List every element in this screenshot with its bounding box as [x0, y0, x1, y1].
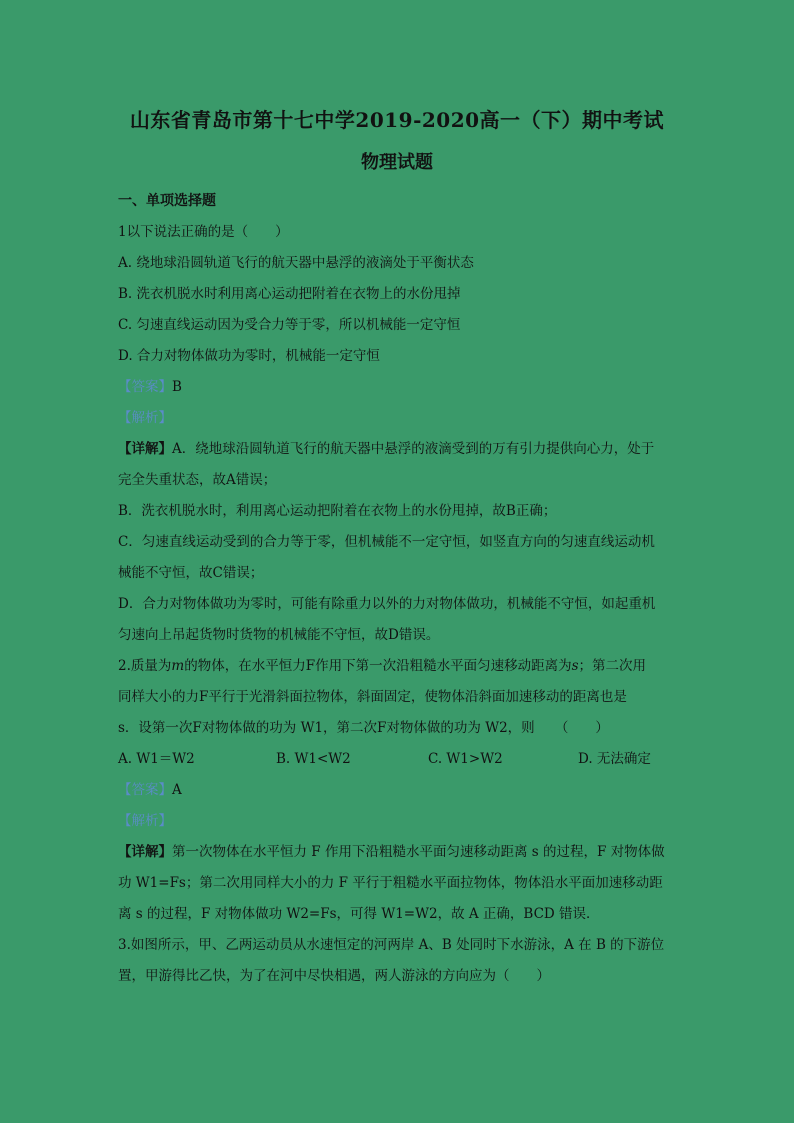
q2-stem-line-3: s．设第一次F对物体做的功为 W1，第二次F对物体做的功为 W2，则 （ ）: [118, 720, 609, 736]
q2-detail-line-2: 功 W1=Fs；第二次用同样大小的力 F 平行于粗糙水平面拉物体，物体沿水平面加速移动距: [118, 875, 663, 891]
q1-detail-line-3: B．洗衣机脱水时，利用离心运动把附着在衣物上的水份甩掉，故B正确；: [118, 503, 557, 519]
q2-detail-line-1: [118, 837, 676, 868]
detail-tag: 【详解】: [118, 441, 172, 457]
q1-detail-line-6: D．合力对物体做功为零时，可能有除重力以外的力对物体做功，机械能不守恒，如起重机: [118, 596, 656, 612]
q2-option-c: C. W1>W2: [428, 751, 503, 767]
q2-option-a: A. W1＝W2: [118, 751, 195, 767]
q2-analysis-tag: [118, 806, 676, 837]
analysis-tag: 【解析】: [118, 410, 172, 426]
q2-text-1a: 2.质量为: [118, 658, 172, 674]
detail-tag: 【详解】: [118, 844, 172, 860]
q3-stem-line-1: 3.如图所示，甲、乙两运动员从水速恒定的河两岸 A、B 处同时下水游泳，A 在 B 的下游位: [118, 937, 665, 953]
q1-detail-line-2: 完全失重状态，故A错误；: [118, 472, 277, 488]
q2-detail-text-1: 第一次物体在水平恒力 F 作用下沿粗糙水平面匀速移动距离 s 的过程，F 对物体做: [172, 844, 665, 860]
q1-detail-line-1: [118, 434, 676, 465]
q1-option-d: D. 合力对物体做功为零时，机械能一定守恒: [118, 348, 380, 364]
q1-detail-line-4: C．匀速直线运动受到的合力等于零，但机械能不一定守恒，如竖直方向的匀速直线运动机: [118, 534, 655, 550]
q2-option-d: D. 无法确定: [578, 751, 651, 767]
q2-text-1b: 的物体，在水平恒力F作用下第一次沿粗糙水平面匀速移动距离为: [184, 658, 572, 674]
section-heading: 一、单项选择题: [118, 193, 216, 209]
q2-option-b: B. W1<W2: [276, 751, 351, 767]
q1-detail-line-5: 械能不守恒，故C错误；: [118, 565, 264, 581]
document-title: 山东省青岛市第十七中学2019-2020高一（下）期中考试: [129, 108, 665, 132]
q3-stem-line-2: 置，甲游得比乙快，为了在河中尽快相遇，两人游泳的方向应为（ ）: [118, 968, 550, 984]
document-subtitle: 物理试题: [361, 152, 433, 173]
q2-answer: [118, 775, 676, 806]
q2-mass-symbol: m: [171, 658, 185, 674]
q1-option-a: A. 绕地球沿圆轨道飞行的航天器中悬浮的液滴处于平衡状态: [118, 255, 474, 271]
answer-tag: 【答案】: [118, 782, 172, 798]
q1-stem: 1以下说法正确的是（ ）: [118, 224, 289, 240]
q2-distance-symbol: s: [571, 658, 579, 674]
analysis-tag: 【解析】: [118, 813, 172, 829]
answer-tag: 【答案】: [118, 379, 172, 395]
q1-answer: [118, 372, 676, 403]
q2-answer-value: A: [172, 782, 182, 798]
q2-text-1c: ；第二次用: [578, 658, 647, 674]
q2-options: [118, 744, 676, 775]
q1-option-c: C. 匀速直线运动因为受合力等于零，所以机械能一定守恒: [118, 317, 461, 333]
q1-detail-line-7: 匀速向上吊起货物时货物的机械能不守恒，故D错误。: [118, 627, 440, 643]
q1-answer-value: B: [172, 379, 182, 395]
q1-detail-text-1: A．绕地球沿圆轨道飞行的航天器中悬浮的液滴受到的万有引力提供向心力，处于: [172, 441, 655, 457]
q1-option-b: B. 洗衣机脱水时利用离心运动把附着在衣物上的水份甩掉: [118, 286, 461, 302]
q2-stem-line-1: [118, 651, 676, 682]
q1-analysis-tag: [118, 403, 676, 434]
q2-stem-line-2: 同样大小的力F平行于光滑斜面拉物体，斜面固定，使物体沿斜面加速移动的距离也是: [118, 689, 627, 705]
q2-detail-line-3: 离 s 的过程，F 对物体做功 W2=Fs，可得 W1=W2，故 A 正确，BCD 错误．: [118, 906, 600, 922]
